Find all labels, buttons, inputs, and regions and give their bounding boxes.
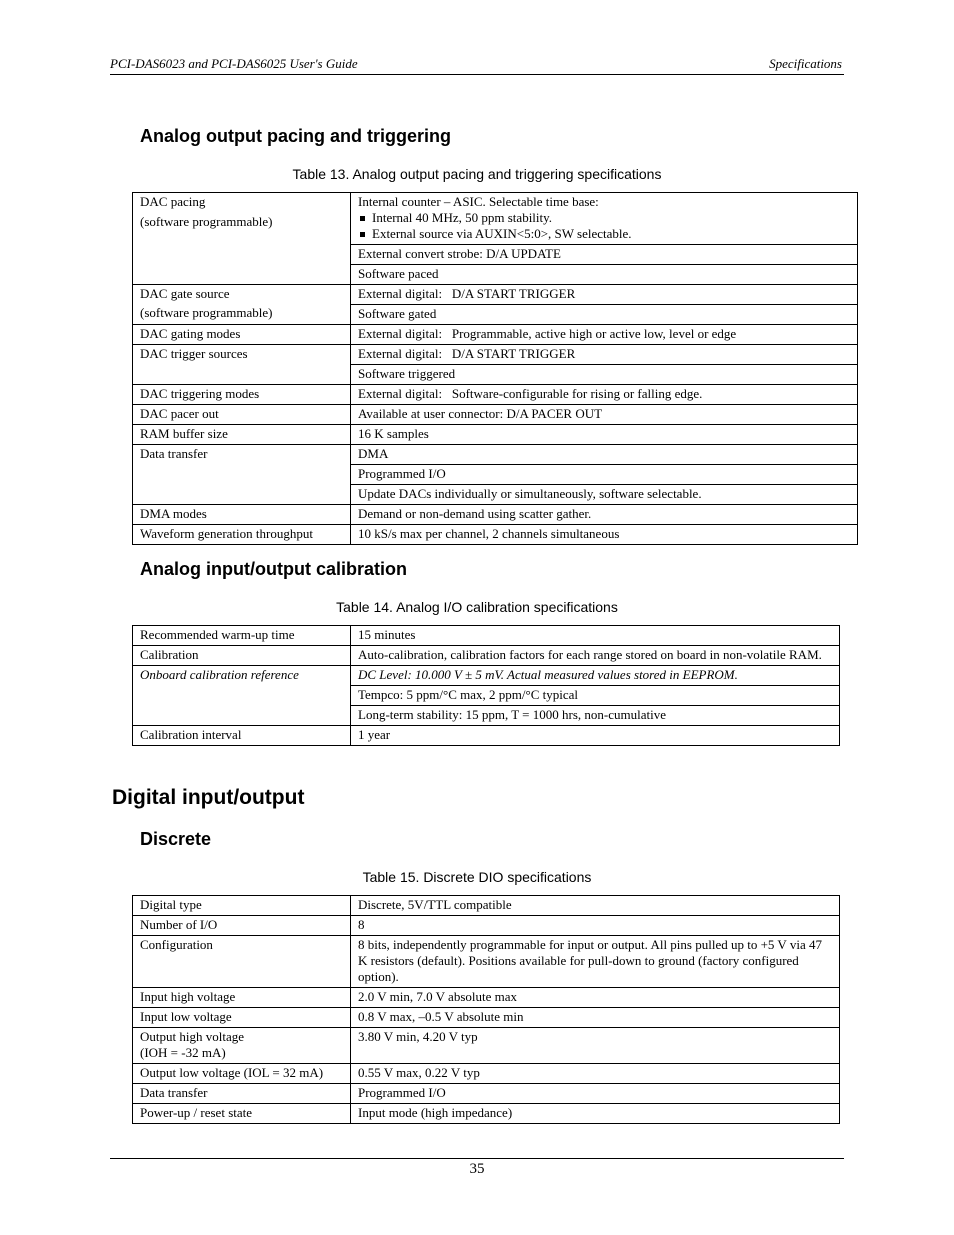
row-label: Output low voltage (IOL = 32 mA) bbox=[133, 1064, 351, 1084]
row-value: Programmed I/O bbox=[351, 465, 858, 485]
row-value: External digital: Software-configurable for rising or falling edge. bbox=[351, 385, 858, 405]
row-label: DAC gating modes bbox=[133, 325, 351, 345]
row-label: DAC pacing (software programmable) bbox=[133, 193, 351, 285]
row-label: DAC trigger sources bbox=[133, 345, 351, 385]
table-row bbox=[133, 1028, 840, 1064]
row-label: DAC pacer out bbox=[133, 405, 351, 425]
row-value: Long-term stability: 15 ppm, T = 1000 hrs, non-cumulative bbox=[351, 706, 840, 726]
row-value: 8 bits, independently programmable for input or output. All pins pulled up to +5 V via 47 K resistors (default). Positions available for pull-down to ground (factory configured option). bbox=[351, 936, 840, 988]
row-value: 0.55 V max, 0.22 V typ bbox=[351, 1064, 840, 1084]
row-label: Calibration bbox=[133, 646, 351, 666]
row-value: External digital: D/A START TRIGGER bbox=[351, 345, 858, 365]
table-row bbox=[133, 525, 858, 545]
row-label: Input low voltage bbox=[133, 1008, 351, 1028]
row-value: 10 kS/s max per channel, 2 channels simultaneous bbox=[351, 525, 858, 545]
row-value: Available at user connector: D/A PACER OUT bbox=[351, 405, 858, 425]
row-value: Demand or non-demand using scatter gather. bbox=[351, 505, 858, 525]
row-value: Auto-calibration, calibration factors for each range stored on board in non-volatile RAM. bbox=[351, 646, 840, 666]
row-label: Data transfer bbox=[133, 1084, 351, 1104]
row-label: RAM buffer size bbox=[133, 425, 351, 445]
table-15 bbox=[132, 895, 840, 1124]
header-section: Specifications bbox=[769, 56, 842, 71]
row-value: Internal counter – ASIC. Selectable time base: Internal 40 MHz, 50 ppm stability. External source via AUXIN<5:0>, SW selectable. bbox=[351, 193, 858, 245]
row-value: Programmed I/O bbox=[351, 1084, 840, 1104]
row-value: 1 year bbox=[351, 726, 840, 746]
table-row bbox=[133, 916, 840, 936]
row-label: DAC gate source (software programmable) bbox=[133, 285, 351, 325]
row-value: 2.0 V min, 7.0 V absolute max bbox=[351, 988, 840, 1008]
table-14 bbox=[132, 625, 840, 746]
table-row bbox=[133, 726, 840, 746]
row-value: 3.80 V min, 4.20 V typ bbox=[351, 1028, 840, 1064]
table-row bbox=[133, 1008, 840, 1028]
table-row bbox=[133, 666, 840, 686]
table-row bbox=[133, 385, 858, 405]
table-14-caption: Table 14. Analog I/O calibration specifications bbox=[336, 599, 618, 615]
row-value: Input mode (high impedance) bbox=[351, 1104, 840, 1124]
section-heading-ao-pacing: Analog output pacing and triggering bbox=[140, 126, 451, 146]
row-value: Software triggered bbox=[351, 365, 858, 385]
row-value: Software gated bbox=[351, 305, 858, 325]
table-row bbox=[133, 646, 840, 666]
table-15-caption: Table 15. Discrete DIO specifications bbox=[362, 869, 592, 885]
header-doc-title: PCI-DAS6023 and PCI-DAS6025 User's Guide bbox=[110, 56, 358, 71]
row-value: 16 K samples bbox=[351, 425, 858, 445]
table-row bbox=[133, 325, 858, 345]
row-label: Data transfer bbox=[133, 445, 351, 505]
row-label: Calibration interval bbox=[133, 726, 351, 746]
table-13 bbox=[132, 192, 858, 545]
row-value: External digital: D/A START TRIGGER bbox=[351, 285, 858, 305]
row-label: Recommended warm-up time bbox=[133, 626, 351, 646]
table-row bbox=[133, 445, 858, 465]
row-value: DMA bbox=[351, 445, 858, 465]
section-heading-digital-io: Digital input/output bbox=[112, 786, 305, 809]
page-number: 35 bbox=[469, 1161, 485, 1177]
row-label: Number of I/O bbox=[133, 916, 351, 936]
row-value: External convert strobe: D/A UPDATE bbox=[351, 245, 858, 265]
table-row bbox=[133, 936, 840, 988]
bullet-list: Internal 40 MHz, 50 ppm stability. External source via AUXIN<5:0>, SW selectable. bbox=[358, 210, 850, 242]
row-value: 8 bbox=[351, 916, 840, 936]
subsection-heading-discrete: Discrete bbox=[140, 829, 212, 849]
row-label: Power-up / reset state bbox=[133, 1104, 351, 1124]
table-row bbox=[133, 1064, 840, 1084]
section-heading-calibration: Analog input/output calibration bbox=[140, 559, 407, 579]
row-label: DAC triggering modes bbox=[133, 385, 351, 405]
row-value: DC Level: 10.000 V ± 5 mV. Actual measured values stored in EEPROM. bbox=[351, 666, 840, 686]
row-label: DMA modes bbox=[133, 505, 351, 525]
row-label: Input high voltage bbox=[133, 988, 351, 1008]
row-label: Onboard calibration reference bbox=[133, 666, 351, 726]
row-value: Software paced bbox=[351, 265, 858, 285]
table-row bbox=[133, 1084, 840, 1104]
table-row bbox=[133, 193, 858, 245]
table-row bbox=[133, 345, 858, 365]
row-value: 0.8 V max, –0.5 V absolute min bbox=[351, 1008, 840, 1028]
table-row bbox=[133, 505, 858, 525]
row-value: Discrete, 5V/TTL compatible bbox=[351, 896, 840, 916]
row-label: Output high voltage (IOH = -32 mA) bbox=[133, 1028, 351, 1064]
table-row bbox=[133, 285, 858, 305]
row-value: Tempco: 5 ppm/°C max, 2 ppm/°C typical bbox=[351, 686, 840, 706]
table-row bbox=[133, 1104, 840, 1124]
row-value: Update DACs individually or simultaneously, software selectable. bbox=[351, 485, 858, 505]
row-value: 15 minutes bbox=[351, 626, 840, 646]
table-row bbox=[133, 405, 858, 425]
table-row bbox=[133, 896, 840, 916]
table-row bbox=[133, 626, 840, 646]
row-label: Digital type bbox=[133, 896, 351, 916]
row-label: Configuration bbox=[133, 936, 351, 988]
table-13-caption: Table 13. Analog output pacing and triggering specifications bbox=[292, 166, 662, 182]
footer-rule bbox=[110, 1158, 844, 1159]
table-row bbox=[133, 988, 840, 1008]
row-value: External digital: Programmable, active high or active low, level or edge bbox=[351, 325, 858, 345]
row-label: Waveform generation throughput bbox=[133, 525, 351, 545]
page-header bbox=[110, 54, 844, 75]
table-row bbox=[133, 425, 858, 445]
